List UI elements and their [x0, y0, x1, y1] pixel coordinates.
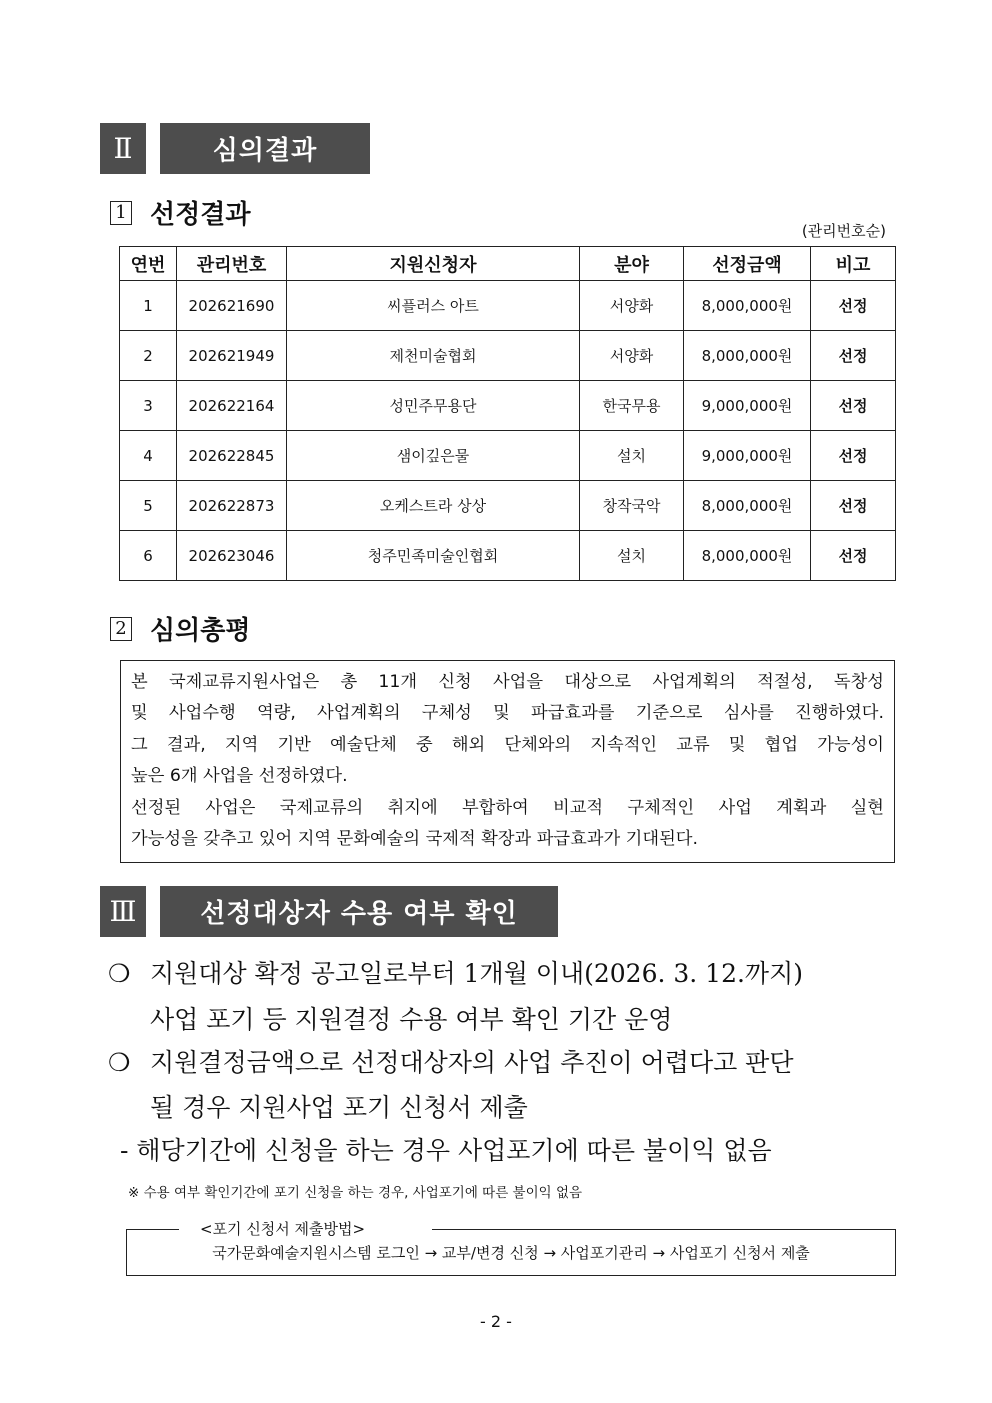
cell-field: 설치: [580, 531, 684, 581]
bullet-1-continuation: 사업 포기 등 지원결정 수용 여부 확인 기간 운영: [150, 1005, 673, 1034]
cell-applicant: 성민주무용단: [287, 381, 580, 431]
section-2-header: [100, 123, 370, 174]
header-amount: 선정금액: [684, 247, 811, 281]
cell-no: 3: [120, 381, 177, 431]
review-line: 그 결과, 지역 기반 예술단체 중 해외 단체와의 지속적인 교류 및 협업 가능성이: [131, 734, 884, 755]
cell-remark: 선정: [811, 531, 896, 581]
dash-item: - 해당기간에 신청을 하는 경우 사업포기에 따른 불이익 없음: [120, 1136, 772, 1165]
page-number: - 2 -: [480, 1312, 512, 1331]
header-remark: 비고: [811, 247, 896, 281]
cell-remark: 선정: [811, 281, 896, 331]
selection-table: [119, 246, 896, 581]
section-3-title: 선정대상자 수용 여부 확인: [160, 886, 558, 937]
selection-heading: [110, 194, 250, 231]
bullet-2-continuation: 될 경우 지원사업 포기 신청서 제출: [150, 1093, 528, 1122]
circle-bullet-icon: ❍: [108, 1048, 131, 1077]
table-row: [120, 331, 896, 381]
cell-field: 설치: [580, 431, 684, 481]
selection-title: 선정결과: [150, 200, 251, 230]
section-3-header: [100, 886, 558, 937]
order-note: (관리번호순): [801, 222, 886, 240]
review-box-number: 2: [110, 617, 132, 641]
cell-field: 창작국악: [580, 481, 684, 531]
selection-box-number: 1: [110, 201, 132, 225]
table-row: [120, 431, 896, 481]
section-3-numeral: Ⅲ: [100, 886, 146, 937]
cell-remark: 선정: [811, 381, 896, 431]
header-mgmt-no: 관리번호: [177, 247, 287, 281]
header-field: 분야: [580, 247, 684, 281]
table-header-row: [120, 247, 896, 281]
method-text: 국가문화예술지원시스템 로그인 → 교부/변경 신청 → 사업포기관리 → 사업포기 신청서 제출: [212, 1243, 810, 1262]
table-row: [120, 481, 896, 531]
cell-field: 한국무용: [580, 381, 684, 431]
cell-no: 4: [120, 431, 177, 481]
cell-mgmt-no: 202621949: [177, 331, 287, 381]
review-box: [120, 660, 895, 863]
review-heading: [110, 610, 250, 647]
note: ※ 수용 여부 확인기간에 포기 신청을 하는 경우, 사업포기에 따른 불이익 없음: [128, 1185, 583, 1201]
bullet-1-text: 지원대상 확정 공고일로부터 1개월 이내(2026. 3. 12.까지): [150, 959, 803, 988]
cell-applicant: 샘이깊은물: [287, 431, 580, 481]
cell-remark: 선정: [811, 431, 896, 481]
review-line: 선정된 사업은 국제교류의 취지에 부합하여 비교적 구체적인 사업 계획과 실현: [131, 797, 884, 818]
bullet-2-text: 지원결정금액으로 선정대상자의 사업 추진이 어렵다고 판단: [150, 1048, 794, 1077]
cell-mgmt-no: 202622873: [177, 481, 287, 531]
bullet-1: [108, 954, 803, 990]
cell-applicant: 오케스트라 상상: [287, 481, 580, 531]
header-applicant: 지원신청자: [287, 247, 580, 281]
table-row: [120, 281, 896, 331]
cell-mgmt-no: 202622164: [177, 381, 287, 431]
table-row: [120, 381, 896, 431]
cell-amount: 8,000,000원: [684, 481, 811, 531]
cell-amount: 9,000,000원: [684, 381, 811, 431]
cell-amount: 8,000,000원: [684, 531, 811, 581]
cell-no: 2: [120, 331, 177, 381]
review-line: 가능성을 갖추고 있어 지역 문화예술의 국제적 확장과 파급효과가 기대된다.: [131, 829, 698, 850]
table-row: [120, 531, 896, 581]
cell-mgmt-no: 202622845: [177, 431, 287, 481]
section-2-numeral: Ⅱ: [100, 123, 146, 174]
cell-no: 6: [120, 531, 177, 581]
cell-amount: 9,000,000원: [684, 431, 811, 481]
bullet-2: [108, 1043, 794, 1079]
circle-bullet-icon: ❍: [108, 959, 131, 988]
method-box: [126, 1229, 896, 1276]
review-line: 높은 6개 사업을 선정하였다.: [131, 766, 348, 787]
cell-field: 서양화: [580, 281, 684, 331]
cell-applicant: 청주민족미술인협회: [287, 531, 580, 581]
cell-applicant: 제천미술협회: [287, 331, 580, 381]
method-label: <포기 신청서 제출방법>: [200, 1220, 366, 1238]
header-no: 연번: [120, 247, 177, 281]
cell-no: 5: [120, 481, 177, 531]
review-line: 및 사업수행 역량, 사업계획의 구체성 및 파급효과를 기준으로 심사를 진행하였다.: [131, 703, 884, 724]
cell-field: 서양화: [580, 331, 684, 381]
cell-amount: 8,000,000원: [684, 281, 811, 331]
cell-mgmt-no: 202623046: [177, 531, 287, 581]
cell-mgmt-no: 202621690: [177, 281, 287, 331]
section-2-title: 심의결과: [160, 123, 370, 174]
cell-applicant: 씨플러스 아트: [287, 281, 580, 331]
cell-remark: 선정: [811, 331, 896, 381]
review-title: 심의총평: [150, 616, 251, 646]
cell-no: 1: [120, 281, 177, 331]
cell-amount: 8,000,000원: [684, 331, 811, 381]
cell-remark: 선정: [811, 481, 896, 531]
review-line: 본 국제교류지원사업은 총 11개 신청 사업을 대상으로 사업계획의 적절성, 독창성: [131, 672, 884, 692]
